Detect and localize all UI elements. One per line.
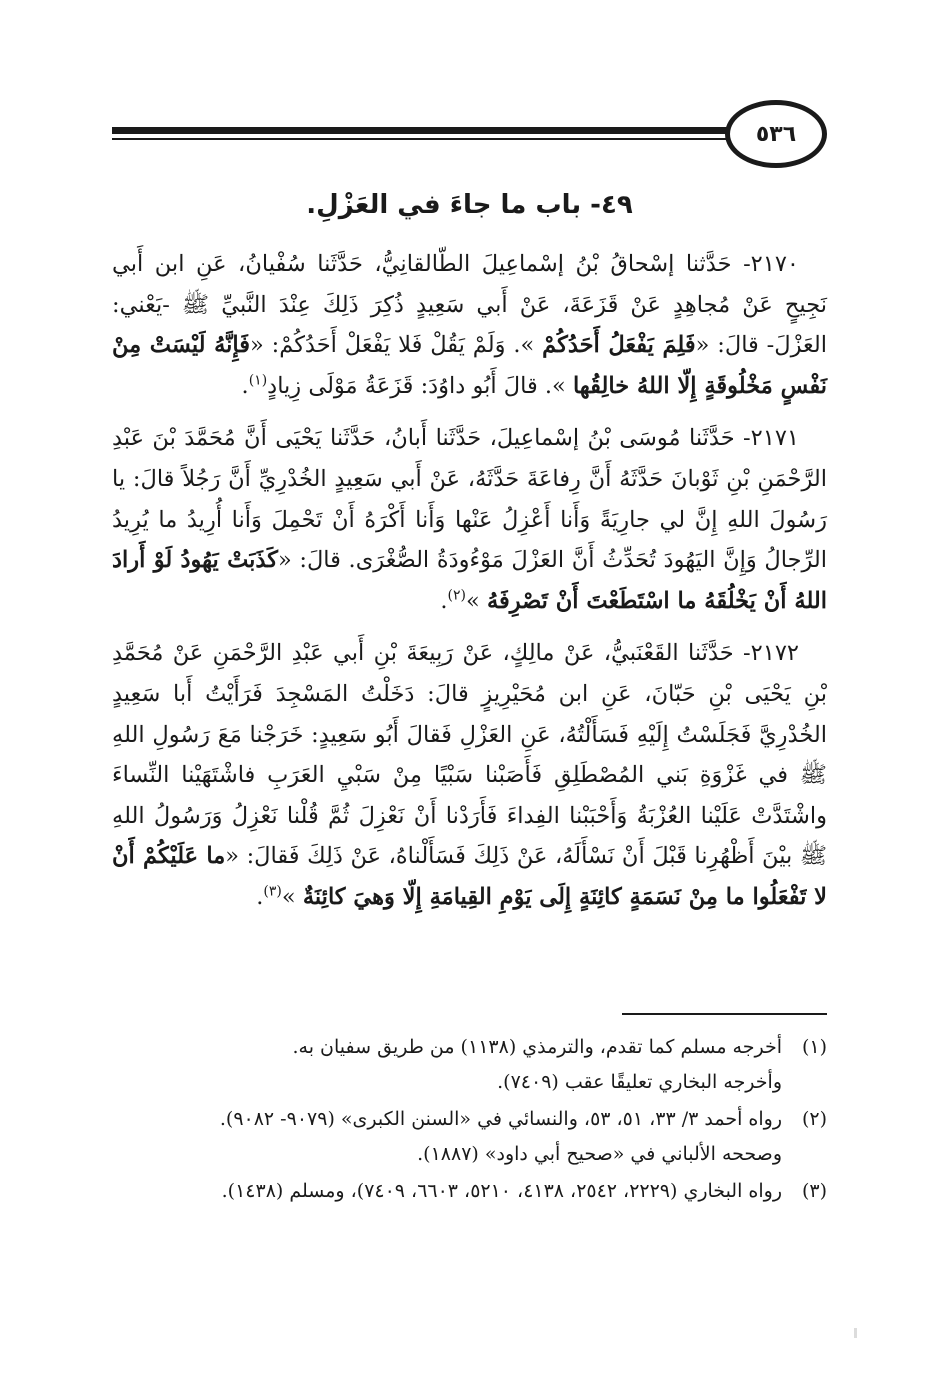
footnote-2 — [112, 1102, 827, 1172]
header-rule-thick — [112, 127, 727, 134]
hadith-end: . — [440, 587, 448, 614]
hadith-2171 — [112, 418, 827, 621]
footnote-number: (٣) — [801, 1180, 827, 1202]
hadith-text: حَدَّثَنا القَعْنَبيُّ، عَنْ مالِكٍ، عَنْ رَبِيعَةَ بْنِ أَبي عَبْدِ الرَّحْمَنِ عَنْ مُحَمَّدِ بْنِ يَحْيَى بْنِ حَبّانَ، عَنِ ابن مُحَيْرِيزٍ قالَ: دَخَلْتُ المَسْجِدَ فَرَأَيْتُ أَبا سَعِيدٍ الخُدْرِيَّ فَجَلَسْتُ إِلَيْهِ فَسَأَلْتُهُ، عَنِ العَزْلِ فَقالَ أَبُو سَعِيدٍ: خَرَجْنا مَعَ رَسُولِ اللهِ ﷺ في غَزْوَةِ بَني المُصْطَلِقِ فَأَصَبْنا سَبْيًا مِنْ سَبْيِ العَرَبِ فاشْتَهَيْنا النِّساءَ واشْتَدَّتْ عَلَيْنا العُزْبَةُ وَأَحْبَبْنا الفِداءَ فَأَرَدْنا أَنْ نَعْزِلَ ثُمَّ قُلْنا نَعْزِلُ وَرَسُولُ اللهِ ﷺ بيْنَ أَظْهُرِنا قَبْلَ أَنْ نَسْأَلَهُ، عَنْ ذَلِكَ فَسَأَلْناهُ، عَنْ ذَلِكَ فَقالَ: « — [112, 640, 827, 870]
footnote-ref[interactable]: (٢) — [447, 587, 466, 604]
footnote-number: (٢) — [801, 1108, 827, 1130]
hadith-number: ٢١٧٢- — [743, 640, 799, 667]
footnote-line: وأخرجه البخاري تعليقًا عقب (٧٤٠٩). — [497, 1071, 782, 1093]
header-rule-thin — [112, 138, 727, 140]
footnote-body — [112, 1174, 782, 1209]
footnote-line: أخرجه مسلم كما تقدم، والترمذي (١١٣٨) من طريق سفيان به. — [292, 1036, 782, 1058]
footnote-3 — [112, 1174, 827, 1209]
footnote-number: (١) — [801, 1036, 827, 1058]
footnotes — [112, 1030, 827, 1211]
footnote-ref[interactable]: (٣) — [263, 883, 282, 900]
hadith-end: . — [241, 372, 249, 399]
scan-mark — [854, 1328, 857, 1338]
footnote-line: رواه البخاري (٢٢٢٩، ٢٥٤٢، ٤١٣٨، ٥٢١٠، ٦٦٠٣، ٧٤٠٩)، ومسلم (١٤٣٨). — [221, 1180, 782, 1202]
footnote-line: وصححه الألباني في «صحيح أبي داود» (١٨٨٧). — [417, 1143, 782, 1165]
prophet-quote: فَإِنَّهُ لَيْسَتْ مِنْ نَفْسٍ مَخْلُوقَةٍ إِلّا اللهُ خالِقُها — [112, 332, 827, 399]
page-number: ٥٣٦ — [725, 100, 827, 168]
hadith-number: ٢١٧٠- — [743, 251, 800, 277]
hadith-text: ». وَلَمْ يَقُلْ فَلا يَفْعَلْ أَحَدُكُمْ: « — [250, 332, 535, 359]
hadith-text: حَدَّثَنا مُوسَى بْنُ إسْماعِيلَ، حَدَّثَنا أَبانُ، حَدَّثَنا يَحْيَى أَنَّ مُحَمَّدَ بْنَ عَبْدِ الرَّحْمَنِ بْنِ ثَوْبانَ حَدَّثَهُ أَنَّ رِفاعَةَ حَدَّثَهُ، عَنْ أَبي سَعِيدٍ الخُدْرِيِّ أَنَّ رَجُلاً قالَ: يا رَسُولَ اللهِ إِنَّ لي جارِيَةً وَأَنا أَعْزِلُ عَنْها وَأَنا أَكْرَهُ أَنْ تَحْمِلَ وَأَنا أُرِيدُ ما يُرِيدُ الرِّجالُ وَإِنَّ اليَهُودَ تُحَدِّثُ أَنَّ العَزْلَ مَوْءُودَةُ الصُّغْرَى. قالَ: « — [112, 425, 827, 574]
hadith-text: » — [466, 587, 480, 614]
footnote-separator — [622, 1013, 827, 1015]
hadith-2170 — [112, 244, 827, 406]
hadith-end: . — [256, 883, 264, 910]
footnote-body — [112, 1102, 782, 1172]
prophet-quote: ما عَلَيْكُمْ أَنْ لا تَفْعَلُوا ما مِنْ نَسَمَةٍ كائِنَةٍ إِلَى يَوْمِ القِيامَةِ إِلّا وَهيَ كائِنَةٌ — [112, 843, 827, 910]
footnote-line: رواه أحمد ٣/ ٣٣، ٥١، ٥٣، والنسائي في «السنن الكبرى» (٩٠٧٩- ٩٠٨٢). — [219, 1108, 782, 1130]
hadith-text: ». قالَ أَبُو داوُدَ: قَزَعَةُ مَوْلَى زِيادٍ — [267, 372, 566, 399]
prophet-quote: كَذَبَتْ يَهُودُ لَوْ أَرادَ اللهُ أَنْ يَخْلُقَهُ ما اسْتَطَعْتَ أَنْ تَصْرِفَهُ — [112, 547, 827, 614]
body-text — [112, 244, 827, 930]
hadith-number: ٢١٧١- — [743, 425, 799, 452]
hadith-2172 — [112, 633, 827, 917]
chapter-title: ٤٩- باب ما جاءَ في العَزْلِ. — [306, 190, 633, 220]
footnote-body — [112, 1030, 782, 1100]
footnote-1 — [112, 1030, 827, 1100]
page-header — [112, 100, 827, 170]
footnote-ref[interactable]: (١) — [248, 372, 268, 389]
prophet-quote: فَلِمَ يَفْعَلُ أَحَدُكُمْ — [542, 332, 696, 359]
hadith-text: » — [281, 883, 296, 910]
hadith-text: حَدَّثنا إسْحاقُ بْنُ إسْماعِيلَ الطّالقانِيُّ، حَدَّثَنا سُفْيانُ، عَنِ ابن أَبي نَجِيحٍ عَنْ مُجاهِدٍ عَنْ قَزَعَةَ، عَنْ أَبي سَعِيدٍ ذُكِرَ ذَلِكَ عِنْدَ النَّبيِّ ﷺ -يَعْني: العَزْلَ- قالَ: « — [112, 251, 828, 359]
